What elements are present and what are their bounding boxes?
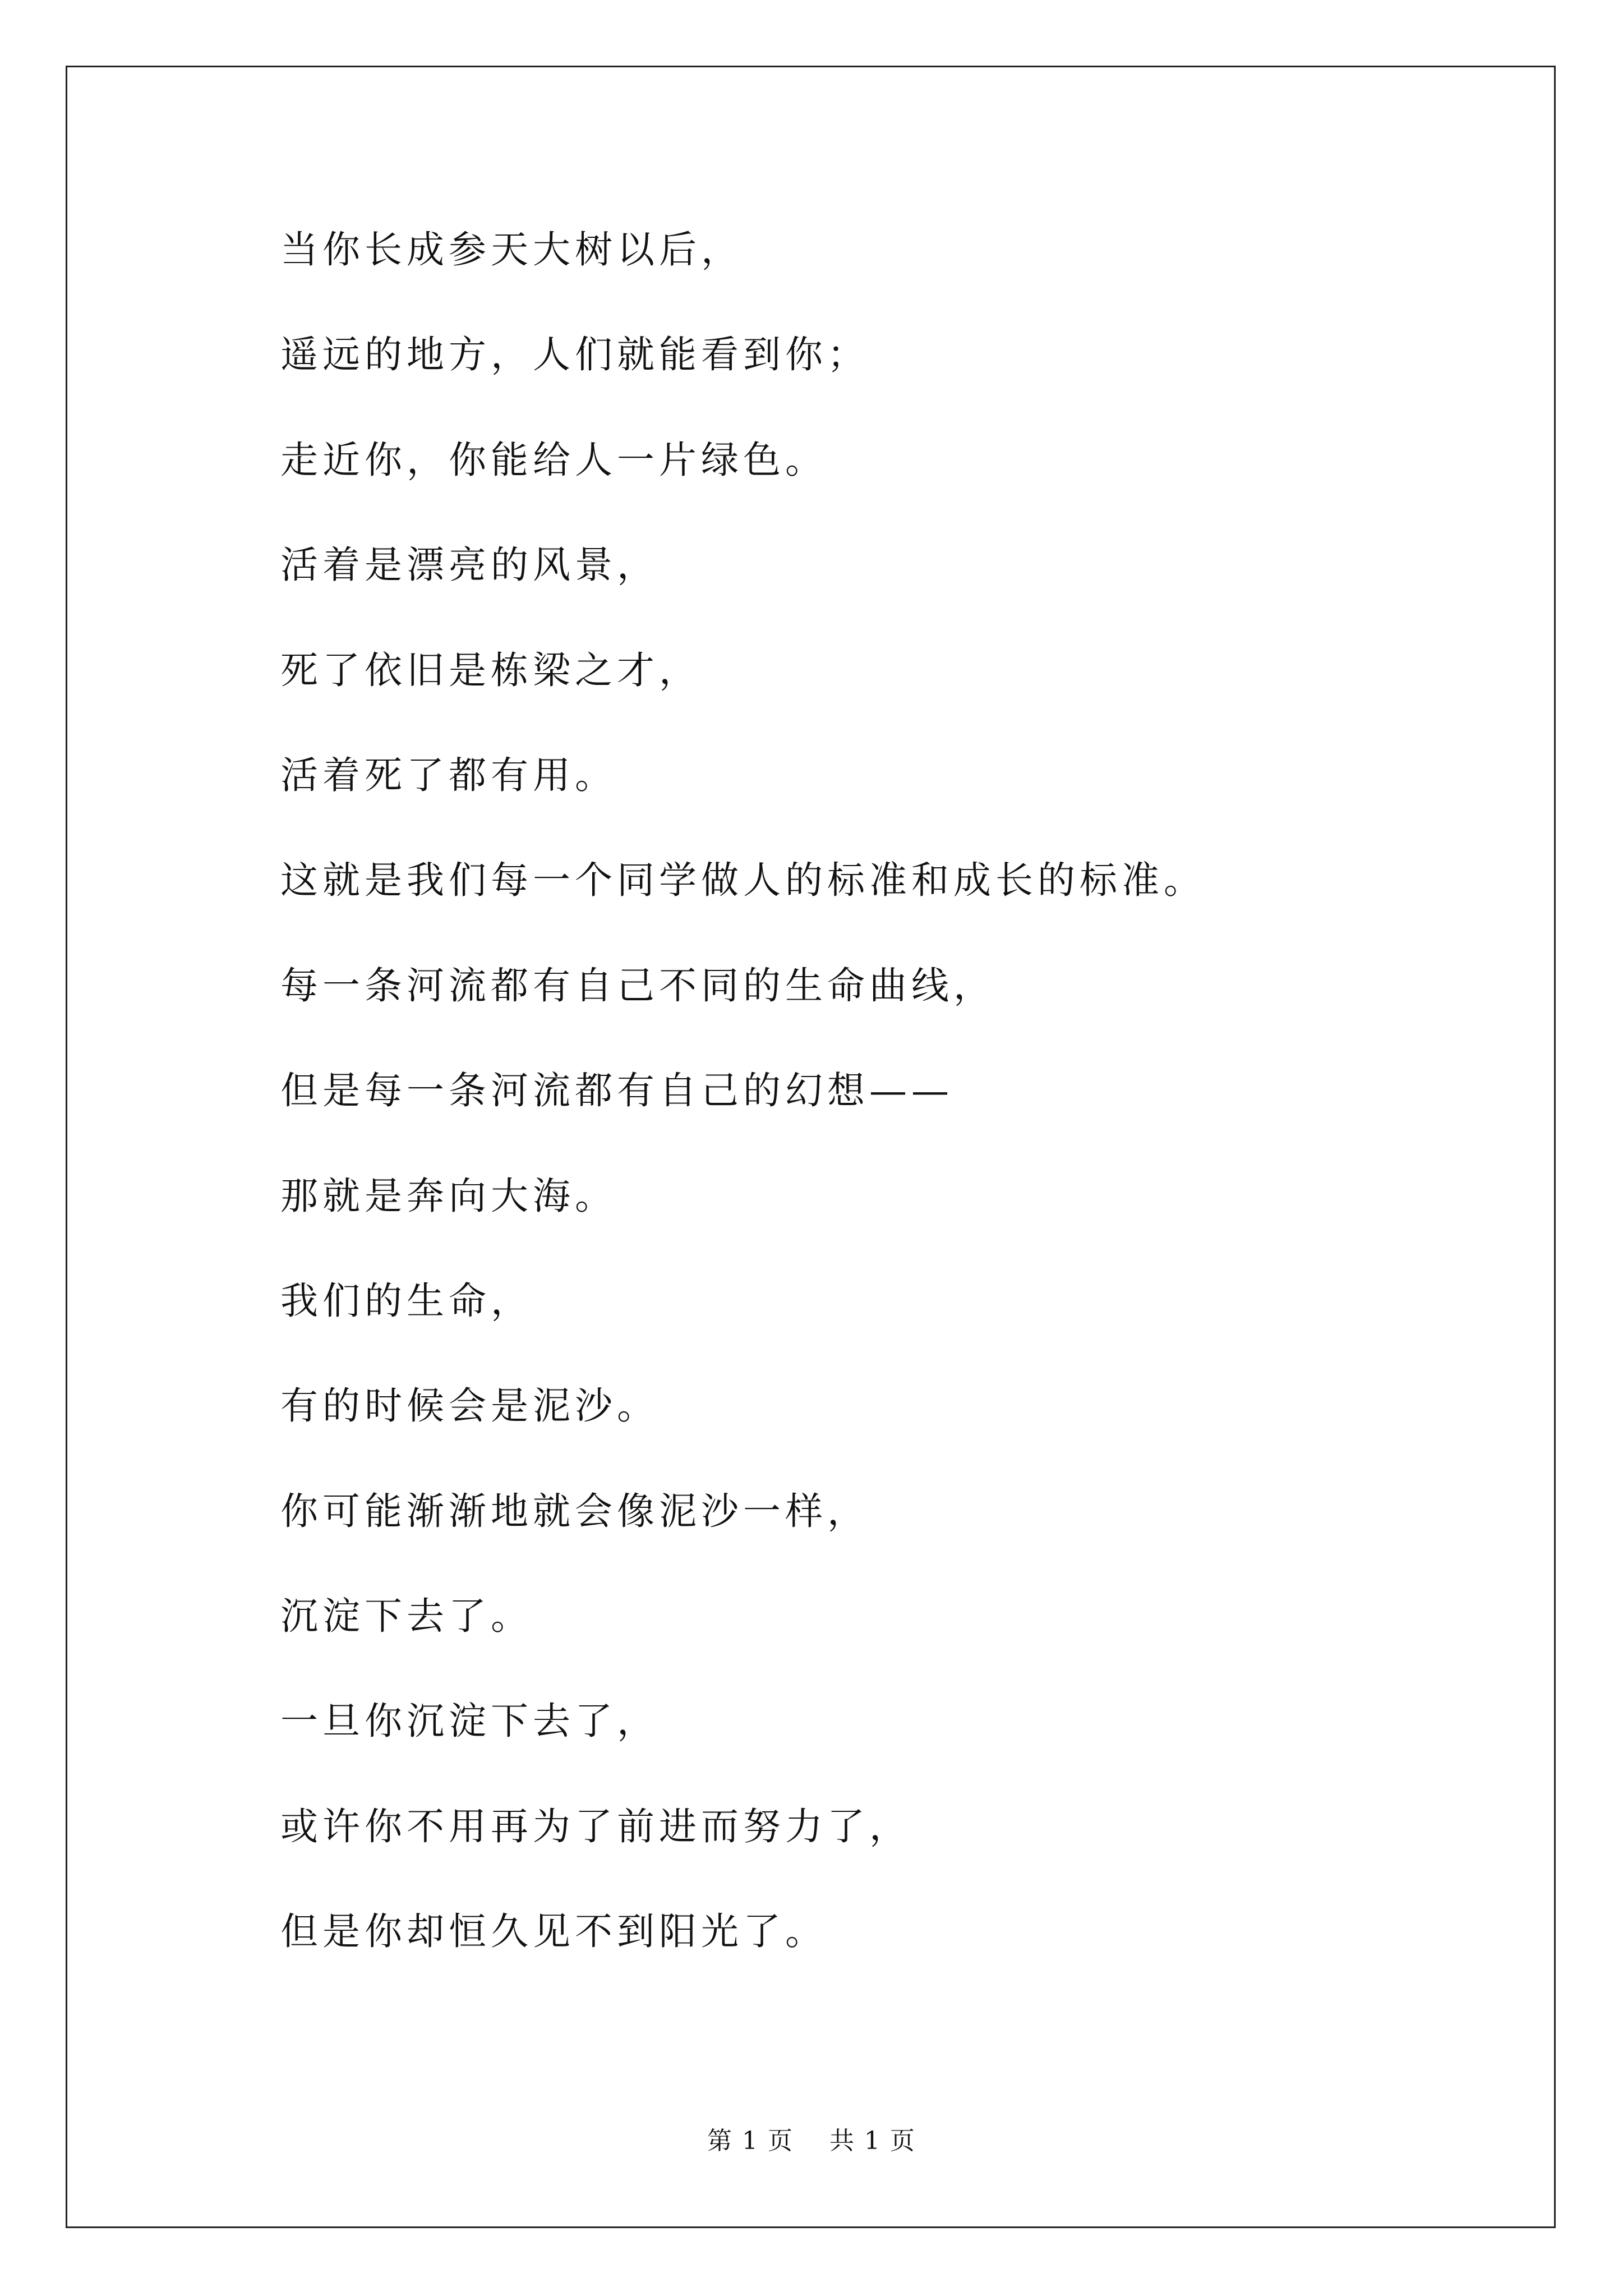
text-line: 沉淀下去了。 bbox=[280, 1594, 533, 1639]
text-line: 你可能渐渐地就会像泥沙一样， bbox=[280, 1489, 869, 1533]
text-line: 但是你却恒久见不到阳光了。 bbox=[280, 1910, 827, 1954]
page-footer bbox=[0, 2124, 1623, 2158]
text-line: 活着死了都有用。 bbox=[280, 753, 617, 797]
text-line: 这就是我们每一个同学做人的标准和成长的标准。 bbox=[280, 858, 1206, 903]
text-line: 那就是奔向大海。 bbox=[280, 1174, 617, 1218]
page-number: 第 1 页 bbox=[707, 2127, 794, 2155]
text-line: 走近你，你能给人一片绿色。 bbox=[280, 438, 827, 482]
text-line: 或许你不用再为了前进而努力了， bbox=[280, 1804, 911, 1848]
text-line: 当你长成参天大树以后， bbox=[280, 228, 743, 272]
text-line: 死了依旧是栋梁之才， bbox=[280, 648, 701, 692]
text-line: 活着是漂亮的风景， bbox=[280, 543, 659, 587]
page-total: 共 1 页 bbox=[829, 2127, 916, 2155]
text-line: 一旦你沉淀下去了， bbox=[280, 1699, 659, 1743]
text-line: 遥远的地方，人们就能看到你； bbox=[280, 333, 869, 377]
text-line: 我们的生命， bbox=[280, 1278, 533, 1323]
text-line: 但是每一条河流都有自己的幻想—— bbox=[280, 1069, 953, 1113]
text-line: 有的时候会是泥沙。 bbox=[280, 1384, 659, 1428]
text-line: 每一条河流都有自己不同的生命曲线， bbox=[280, 963, 995, 1007]
document-body bbox=[280, 224, 1458, 2012]
